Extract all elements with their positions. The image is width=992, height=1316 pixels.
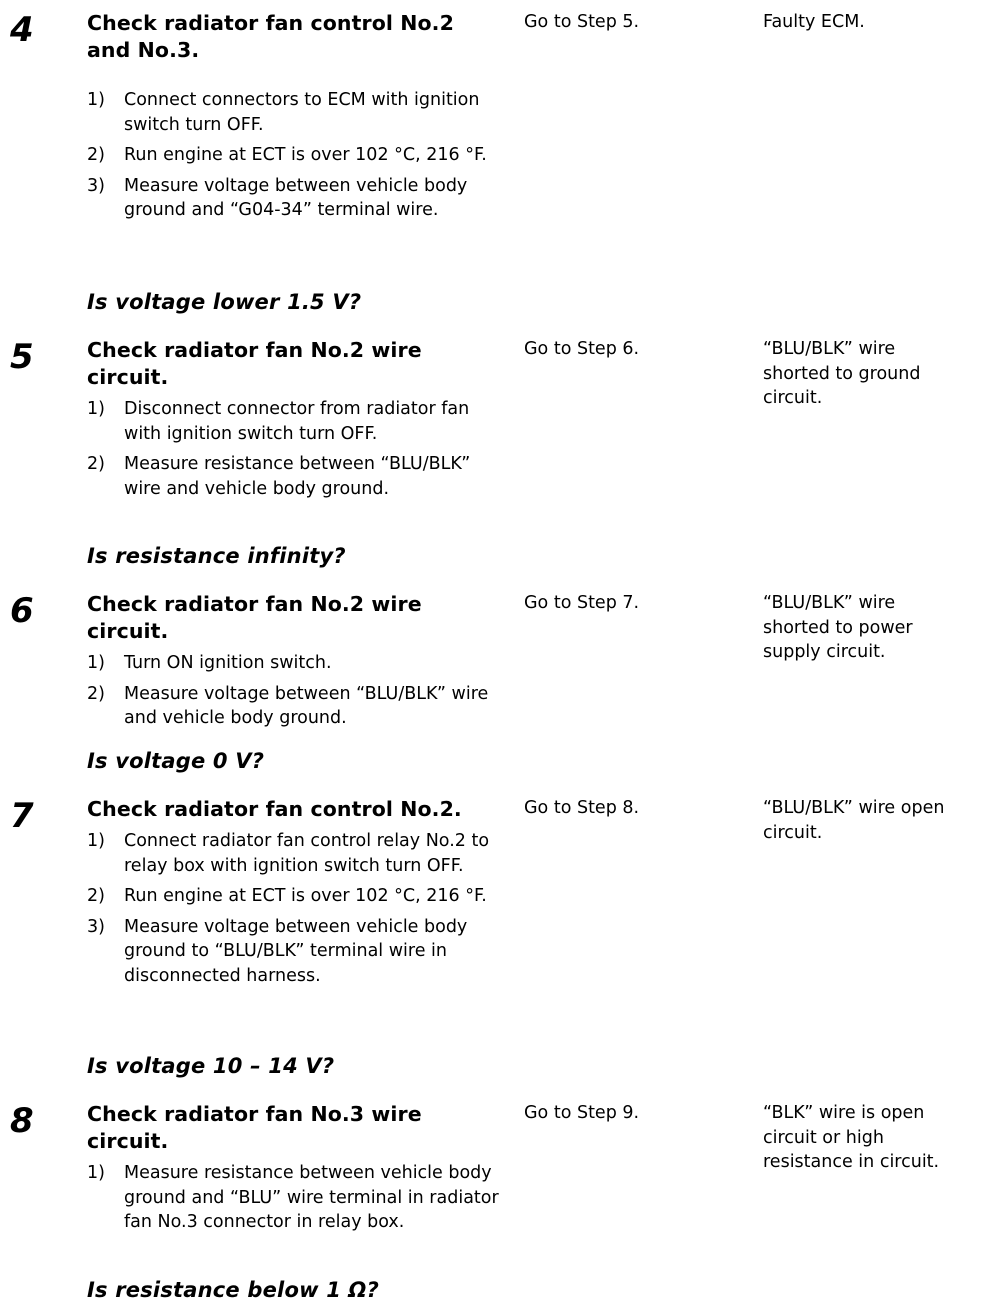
substep-marker: 1) [87, 831, 105, 851]
step-title: Check radiator fan control No.2 and No.3. [87, 11, 454, 62]
step-title: Check radiator fan No.3 wire circuit. [87, 1102, 422, 1153]
substep-item [87, 143, 507, 168]
no-result: Faulty ECM. [763, 12, 865, 32]
yes-result: Go to Step 5. [524, 12, 640, 32]
step-question: Is voltage lower 1.5 V? [87, 290, 362, 314]
substep-text: Run engine at ECT is over 102 °C, 216 °F. [124, 886, 487, 906]
substep-list [87, 397, 507, 501]
substep-text: Measure voltage between vehicle body ground to “BLU/BLK” terminal wire in disconnected harness. [124, 916, 468, 986]
substep-marker: 2) [87, 454, 105, 474]
substep-item [87, 397, 507, 446]
substep-item [87, 682, 507, 731]
step-number: 6 [10, 591, 34, 631]
step-description [87, 1101, 507, 1302]
substep-marker: 2) [87, 145, 105, 165]
substep-item [87, 884, 507, 909]
substep-list [87, 88, 507, 223]
substep-item [87, 651, 507, 676]
step-number: 4 [10, 10, 34, 50]
no-result: “BLU/BLK” wire shorted to ground circuit. [763, 339, 921, 408]
substep-item [87, 88, 507, 137]
substep-text: Measure resistance between vehicle body ground and “BLU” wire terminal in radiator fan No.3 connector in relay box. [124, 1163, 499, 1232]
step-number: 5 [10, 337, 34, 377]
substep-item [87, 829, 507, 878]
substep-marker: 2) [87, 683, 105, 704]
substep-text: Measure voltage between vehicle body ground and “G04-34” terminal wire. [124, 175, 468, 220]
step-description [87, 337, 507, 568]
substep-list [87, 651, 507, 731]
substep-marker: 3) [87, 175, 105, 196]
yes-result: Go to Step 8. [524, 798, 640, 818]
substep-marker: 1) [87, 1163, 105, 1183]
substep-marker: 1) [87, 399, 105, 419]
step-question: Is voltage 0 V? [87, 749, 265, 773]
substep-item [87, 1161, 507, 1235]
substep-text: Connect connectors to ECM with ignition switch turn OFF. [124, 90, 480, 135]
substep-item [87, 915, 507, 989]
step-question: Is resistance below 1 Ω? [87, 1278, 379, 1302]
substep-list [87, 829, 507, 988]
step-question: Is resistance infinity? [87, 544, 346, 568]
substep-list [87, 1161, 507, 1235]
substep-marker: 3) [87, 916, 105, 937]
no-result: “BLU/BLK” wire open circuit. [763, 798, 945, 843]
no-result: “BLK” wire is open circuit or high resistance in circuit. [763, 1103, 940, 1172]
substep-item [87, 174, 507, 223]
substep-marker: 2) [87, 886, 105, 906]
substep-text: Measure resistance between “BLU/BLK” wire and vehicle body ground. [124, 454, 471, 499]
step-title: Check radiator fan control No.2. [87, 797, 462, 821]
step-description [87, 10, 507, 314]
substep-text: Turn ON ignition switch. [124, 653, 332, 673]
substep-text: Disconnect connector from radiator fan with ignition switch turn OFF. [124, 399, 470, 444]
step-question: Is voltage 10 – 14 V? [87, 1054, 335, 1078]
yes-result: Go to Step 6. [524, 339, 640, 359]
step-title: Check radiator fan No.2 wire circuit. [87, 592, 422, 643]
substep-marker: 1) [87, 90, 105, 110]
substep-marker: 1) [87, 653, 105, 673]
yes-result: Go to Step 7. [524, 593, 640, 613]
step-number: 8 [10, 1101, 34, 1141]
step-description [87, 591, 507, 773]
step-number: 7 [10, 796, 34, 836]
substep-text: Run engine at ECT is over 102 °C, 216 °F. [124, 145, 487, 165]
step-description [87, 796, 507, 1078]
yes-result: Go to Step 9. [524, 1103, 640, 1123]
no-result: “BLU/BLK” wire shorted to power supply circuit. [763, 593, 913, 662]
step-title: Check radiator fan No.2 wire circuit. [87, 338, 422, 389]
substep-text: Connect radiator fan control relay No.2 to relay box with ignition switch turn OFF. [124, 831, 490, 876]
substep-text: Measure voltage between “BLU/BLK” wire and vehicle body ground. [124, 683, 489, 728]
substep-item [87, 452, 507, 501]
